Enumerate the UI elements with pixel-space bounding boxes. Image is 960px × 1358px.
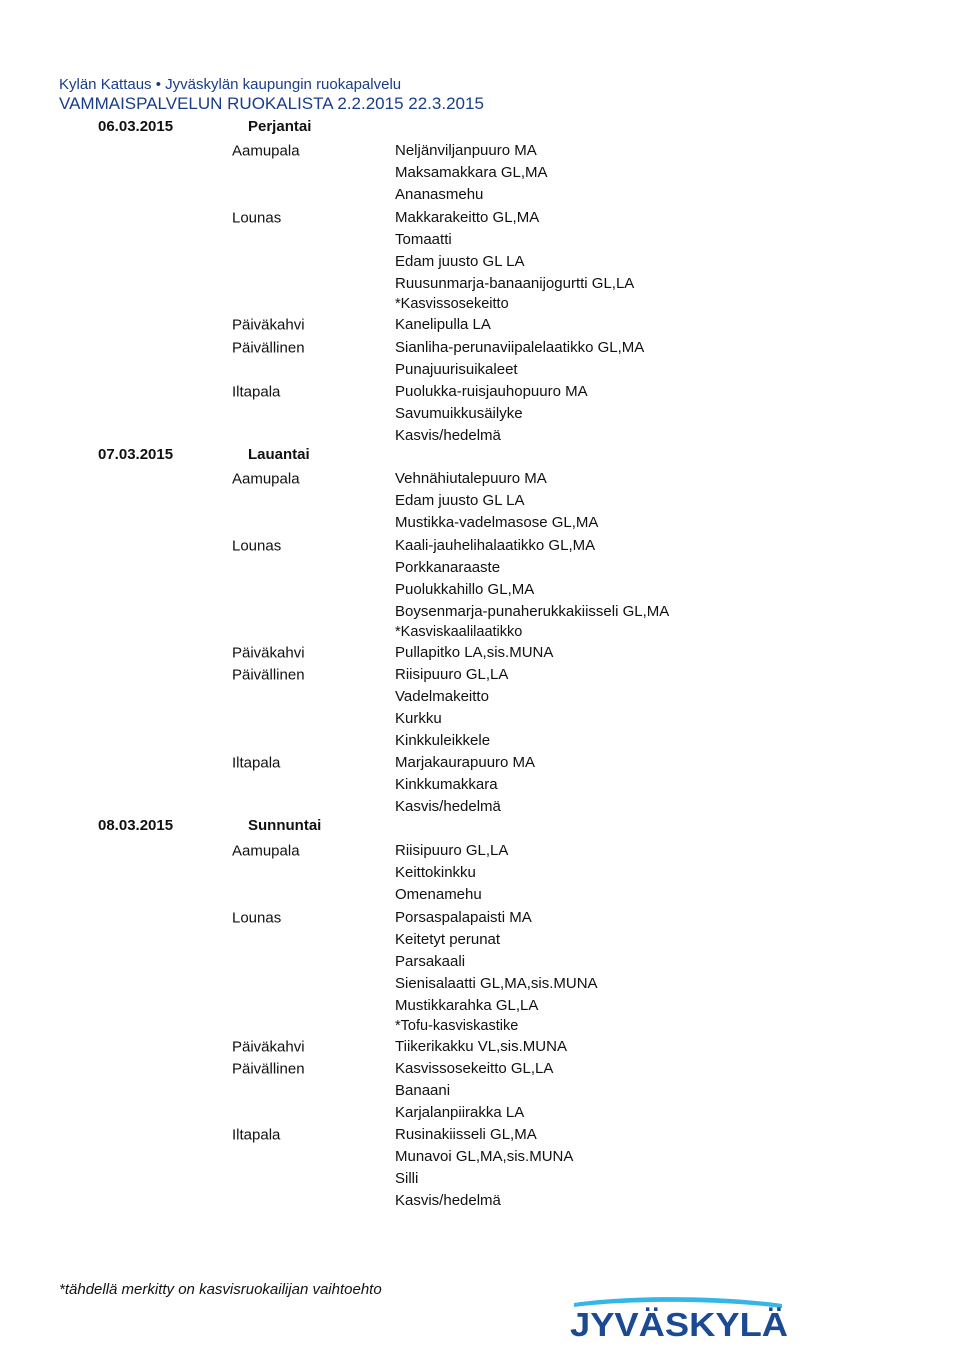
meal-label: Aamupala	[232, 142, 300, 160]
day-date: 06.03.2015	[98, 118, 174, 135]
meal-items	[395, 1058, 960, 1124]
meal-items	[395, 752, 960, 818]
meal-label: Päiväkahvi	[232, 1038, 305, 1056]
menu-item: Silli	[395, 1170, 419, 1187]
menu-item: Tiikerikakku VL,sis.MUNA	[395, 1038, 567, 1055]
menu-item: Boysenmarja-punaherukkakiisseli GL,MA	[395, 603, 670, 620]
meal-label: Lounas	[232, 909, 282, 927]
meal-row	[0, 1058, 960, 1124]
day-section	[0, 817, 960, 1209]
footer-note: *tähdellä merkitty on kasvisruokailijan vaihtoehto	[59, 1281, 382, 1298]
meal-row	[0, 468, 960, 534]
meal-items	[395, 468, 960, 534]
meal-items	[395, 381, 960, 447]
meal-items	[395, 207, 960, 313]
menu-item: Banaani	[395, 1082, 451, 1099]
meal-label: Päivällinen	[232, 666, 305, 684]
menu-item: Mustikka-vadelmasose GL,MA	[395, 514, 599, 531]
page-title: VAMMAISPALVELUN RUOKALISTA 2.2.2015 22.3.2015	[59, 94, 484, 113]
menu-item: Puolukka-ruisjauhopuuro MA	[395, 383, 588, 400]
day-section	[0, 118, 960, 444]
meal-items	[395, 337, 960, 381]
meal-row	[0, 337, 960, 381]
menu-item: Riisipuuro GL,LA	[395, 842, 509, 859]
meal-row	[0, 752, 960, 818]
day-header	[0, 446, 960, 468]
menu-item: Mustikkarahka GL,LA	[395, 997, 539, 1014]
meal-items	[395, 1036, 960, 1058]
day-date: 08.03.2015	[98, 817, 174, 834]
meal-row	[0, 1124, 960, 1212]
menu-item: Punajuurisuikaleet	[395, 361, 518, 378]
meal-items	[395, 140, 960, 206]
header-subtitle: Kylän Kattaus • Jyväskylän kaupungin ruokapalvelu	[59, 76, 402, 93]
day-header	[0, 817, 960, 839]
menu-item: Kanelipulla LA	[395, 316, 491, 333]
menu-item: Savumuikkusäilyke	[395, 405, 523, 422]
meal-label: Lounas	[232, 537, 282, 555]
menu-item: Porsaspalapaisti MA	[395, 909, 532, 926]
meal-items	[395, 907, 960, 1035]
meal-row	[0, 381, 960, 447]
menu-item: Kasvis/hedelmä	[395, 798, 501, 815]
logo-wordmark: JYVÄSKYLÄ	[570, 1306, 788, 1340]
meal-items	[395, 664, 960, 752]
menu-item: Omenamehu	[395, 886, 482, 903]
meal-label: Aamupala	[232, 842, 300, 860]
menu-item: Puolukkahillo GL,MA	[395, 581, 535, 598]
meal-label: Iltapala	[232, 1126, 281, 1144]
meal-label: Iltapala	[232, 754, 281, 772]
menu-item: Edam juusto GL LA	[395, 253, 525, 270]
menu-item: Pullapitko LA,sis.MUNA	[395, 644, 554, 661]
menu-item: Parsakaali	[395, 953, 466, 970]
menu-item: Keitetyt perunat	[395, 931, 501, 948]
meal-items	[395, 314, 960, 336]
meal-row	[0, 207, 960, 313]
menu-item: Sianliha-perunaviipalelaatikko GL,MA	[395, 339, 645, 356]
menu-item: Kaali-jauhelihalaatikko GL,MA	[395, 537, 596, 554]
meal-row	[0, 1036, 960, 1058]
day-date: 07.03.2015	[98, 446, 174, 463]
meal-items	[395, 642, 960, 664]
vegetarian-item: *Kasviskaalilaatikko	[395, 624, 523, 640]
menu-item: Kasvissosekeitto GL,LA	[395, 1060, 554, 1077]
menu-item: Neljänviljanpuuro MA	[395, 142, 537, 159]
menu-item: Kinkkumakkara	[395, 776, 498, 793]
meal-items	[395, 535, 960, 641]
menu-item: Rusinakiisseli GL,MA	[395, 1126, 537, 1143]
menu-item: Vadelmakeitto	[395, 688, 489, 705]
vegetarian-item: *Kasvissosekeitto	[395, 296, 509, 312]
menu-item: Kurkku	[395, 710, 442, 727]
menu-item: Riisipuuro GL,LA	[395, 666, 509, 683]
day-section	[0, 446, 960, 815]
meal-row	[0, 314, 960, 336]
menu-item: Keittokinkku	[395, 864, 476, 881]
menu-item: Ananasmehu	[395, 186, 484, 203]
meal-row	[0, 907, 960, 1035]
meal-items	[395, 840, 960, 906]
menu-item: Tomaatti	[395, 231, 452, 248]
menu-item: Sienisalaatti GL,MA,sis.MUNA	[395, 975, 598, 992]
menu-item: Kinkkuleikkele	[395, 732, 491, 749]
jyvaskyla-logo	[568, 1296, 790, 1340]
meal-row	[0, 664, 960, 752]
meal-row	[0, 840, 960, 906]
meal-label: Päiväkahvi	[232, 316, 305, 334]
meal-label: Iltapala	[232, 383, 281, 401]
meal-label: Päivällinen	[232, 1060, 305, 1078]
day-weekday: Sunnuntai	[248, 817, 322, 834]
meal-label: Päivällinen	[232, 339, 305, 357]
meal-row	[0, 140, 960, 206]
meal-items	[395, 1124, 960, 1212]
menu-item: Vehnähiutalepuuro MA	[395, 470, 547, 487]
vegetarian-item: *Tofu-kasviskastike	[395, 1018, 519, 1034]
meal-label: Lounas	[232, 209, 282, 227]
menu-item: Makkarakeitto GL,MA	[395, 209, 540, 226]
menu-item: Edam juusto GL LA	[395, 492, 525, 509]
day-header	[0, 118, 960, 140]
meal-row	[0, 535, 960, 641]
menu-item: Munavoi GL,MA,sis.MUNA	[395, 1148, 574, 1165]
day-weekday: Perjantai	[248, 118, 312, 135]
menu-item: Marjakaurapuuro MA	[395, 754, 536, 771]
meal-label: Päiväkahvi	[232, 644, 305, 662]
menu-item: Porkkanaraaste	[395, 559, 501, 576]
menu-item: Kasvis/hedelmä	[395, 1192, 501, 1209]
menu-item: Ruusunmarja-banaanijogurtti GL,LA	[395, 275, 635, 292]
menu-item: Maksamakkara GL,MA	[395, 164, 548, 181]
menu-item: Karjalanpiirakka LA	[395, 1104, 525, 1121]
meal-row	[0, 642, 960, 664]
menu-item: Kasvis/hedelmä	[395, 427, 501, 444]
meal-label: Aamupala	[232, 470, 300, 488]
day-weekday: Lauantai	[248, 446, 310, 463]
